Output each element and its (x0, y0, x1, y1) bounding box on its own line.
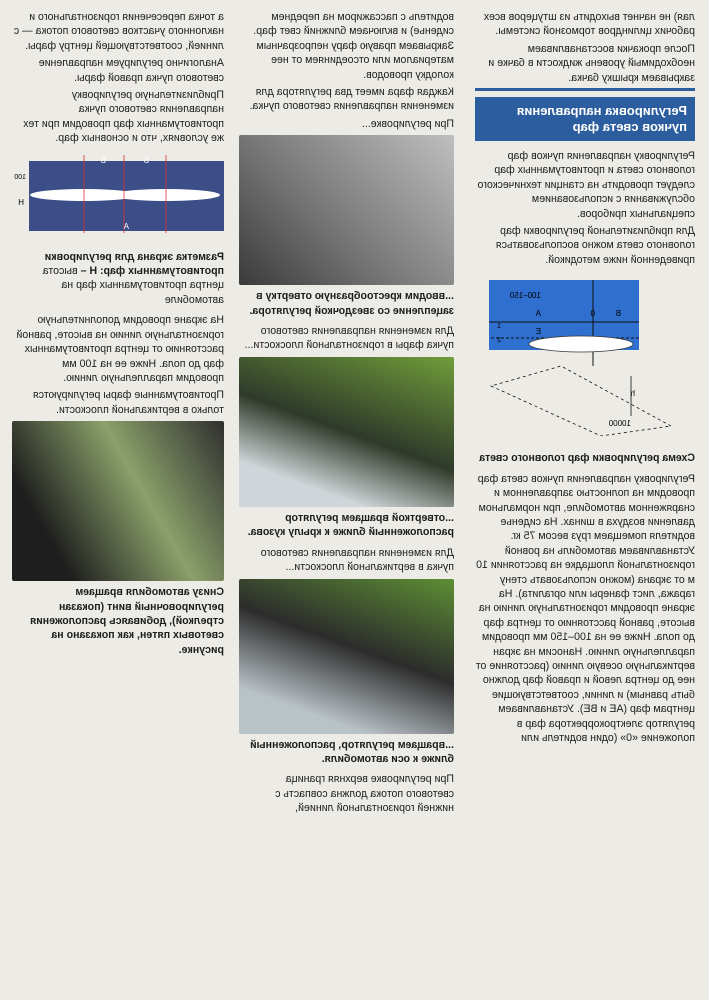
paragraph: водитель с пассажиром на переднем сиденье) и включаем ближний свет фар. Закрываем правую фару непрозрачным материалом или отсоединяем от нее колодку проводов. (253, 11, 454, 81)
label-one: 1 (497, 323, 501, 331)
paragraph: Аналогично регулируем направление светового пучка правой фары. (38, 57, 224, 84)
paragraph: При регулировке... (361, 117, 454, 130)
photo-screwdriver (239, 135, 454, 285)
label-a: А (123, 221, 129, 231)
label-b: B (615, 309, 621, 319)
label-e: E (535, 327, 541, 337)
label-two: 2 (497, 337, 501, 345)
caption (12, 250, 224, 308)
label-b1: Б (143, 155, 149, 165)
label-a: A (535, 309, 541, 319)
paragraph: а точка пересечения горизонтального и наклонного участков светового потока — с линией, соответствующей центру фары. (13, 11, 224, 52)
photo-headlight-horizontal (239, 357, 454, 507)
paragraph: Регулировку направления пучков фар головного света и противотуманных фар следует проводить на станции технического обслуживания с использованием специальных приборов. (477, 150, 695, 220)
label-h: Н (18, 197, 24, 207)
photo-headlight-vertical (239, 579, 454, 734)
caption-bold: Разметка экрана для регулировки противотуманных фар: Н – (44, 250, 224, 278)
fog-light-screen-diagram (12, 155, 224, 235)
label-100: 100 (14, 173, 26, 181)
caption: ...вводим крестообразную отвертку в зацепление со звездочкой регулятора. (249, 290, 454, 317)
caption: Схема регулировки фар головного света (479, 452, 695, 465)
paragraph: После прокачки восстанавливаем необходимый уровень жидкости в бачке и закрываем крышку бачка. (488, 42, 695, 84)
label-distance: 10000 (608, 419, 631, 429)
label-o: 0 (590, 309, 595, 319)
section-heading: Регулировка направления пучков света фар (475, 97, 695, 141)
paragraph: лая) не начнет выходить из штуцеров всех рабочих цилиндров тормозной системы. (483, 11, 695, 38)
photo-fog-light-adjuster (12, 421, 224, 581)
caption: ...вращаем регулятор, расположенный ближе к оси автомобиля. (250, 738, 454, 765)
paragraph: Для изменения направления светового пучка в вертикальной плоскости... (260, 546, 454, 574)
label-range: 100–150 (509, 291, 541, 301)
label-b2: Б (100, 155, 106, 165)
caption: Снизу автомобиля вращаем регулировочный винт (показан стрелкой), добиваясь расположения световых пятен, как показано на рисунке. (30, 586, 224, 656)
headlight-adjustment-diagram (475, 276, 695, 436)
column-2 (239, 10, 454, 819)
paragraph: Каждая фара имеет два регулятора для изменения направления светового пучка. (249, 86, 454, 113)
paragraph: Приблизительную регулировку направления светового пучка противотуманных фар проводим при тех же условиях, что и основных фар. (23, 89, 224, 145)
paragraph: Для приблизительной регулировки фар головного света можно воспользоваться приведенной ниже методикой. (495, 225, 695, 266)
paragraph: При регулировке верхняя граница светового потока должна совпасть с нижней горизонтальной линией, (275, 773, 454, 815)
column-3 (12, 10, 224, 663)
column-1 (475, 10, 695, 748)
distance-path (491, 366, 671, 436)
paragraph: Регулировку направления пучков света фар проводим на полностью заправленном и снаряженном автомобиле, при нормальном давлении воздуха в шинах. На сиденье водителя помещаем груз весом 75 кг. Устанавливаем автомобиль на ровной горизонтальной площадке на расстоянии 10 м от экрана (можно использовать стену гаража, лист фанеры или оргалита). На экране проводим горизонтальную линию на высоте, равной расстоянию от центра фар до пола. Ниже ее на 100–150 мм проводим параллельную линию. Наносим на экран вертикальную осевую линию (расстояние от нее до центра левой и правой фар должно быть равным) и линии, соответствующие центрам фар (АЕ и ВЕ). Устанавливаем регулятор электрокорректора фар в положение «0» (один водитель или (475, 472, 695, 744)
section-rule (475, 88, 695, 91)
paragraph: На экране проводим дополнительную горизонтальную линию на высоте, равной расстоянию от центра противотуманных фар до пола. Ниже ее на 100 мм проводим параллельную линию. (16, 314, 224, 384)
caption-normal: высота центра противотуманных фар на автомобиле (42, 265, 224, 306)
label-h: h (630, 389, 635, 399)
caption: ...отверткой вращаем регулятор расположенный ближе к крылу кузова. (247, 511, 454, 539)
paragraph: Для изменения направления светового пучка фары в горизонтальной плоскости... (244, 325, 454, 352)
paragraph: Противотуманные фары регулируются только в вертикальной плоскости. (33, 389, 224, 416)
light-spot (529, 336, 633, 352)
